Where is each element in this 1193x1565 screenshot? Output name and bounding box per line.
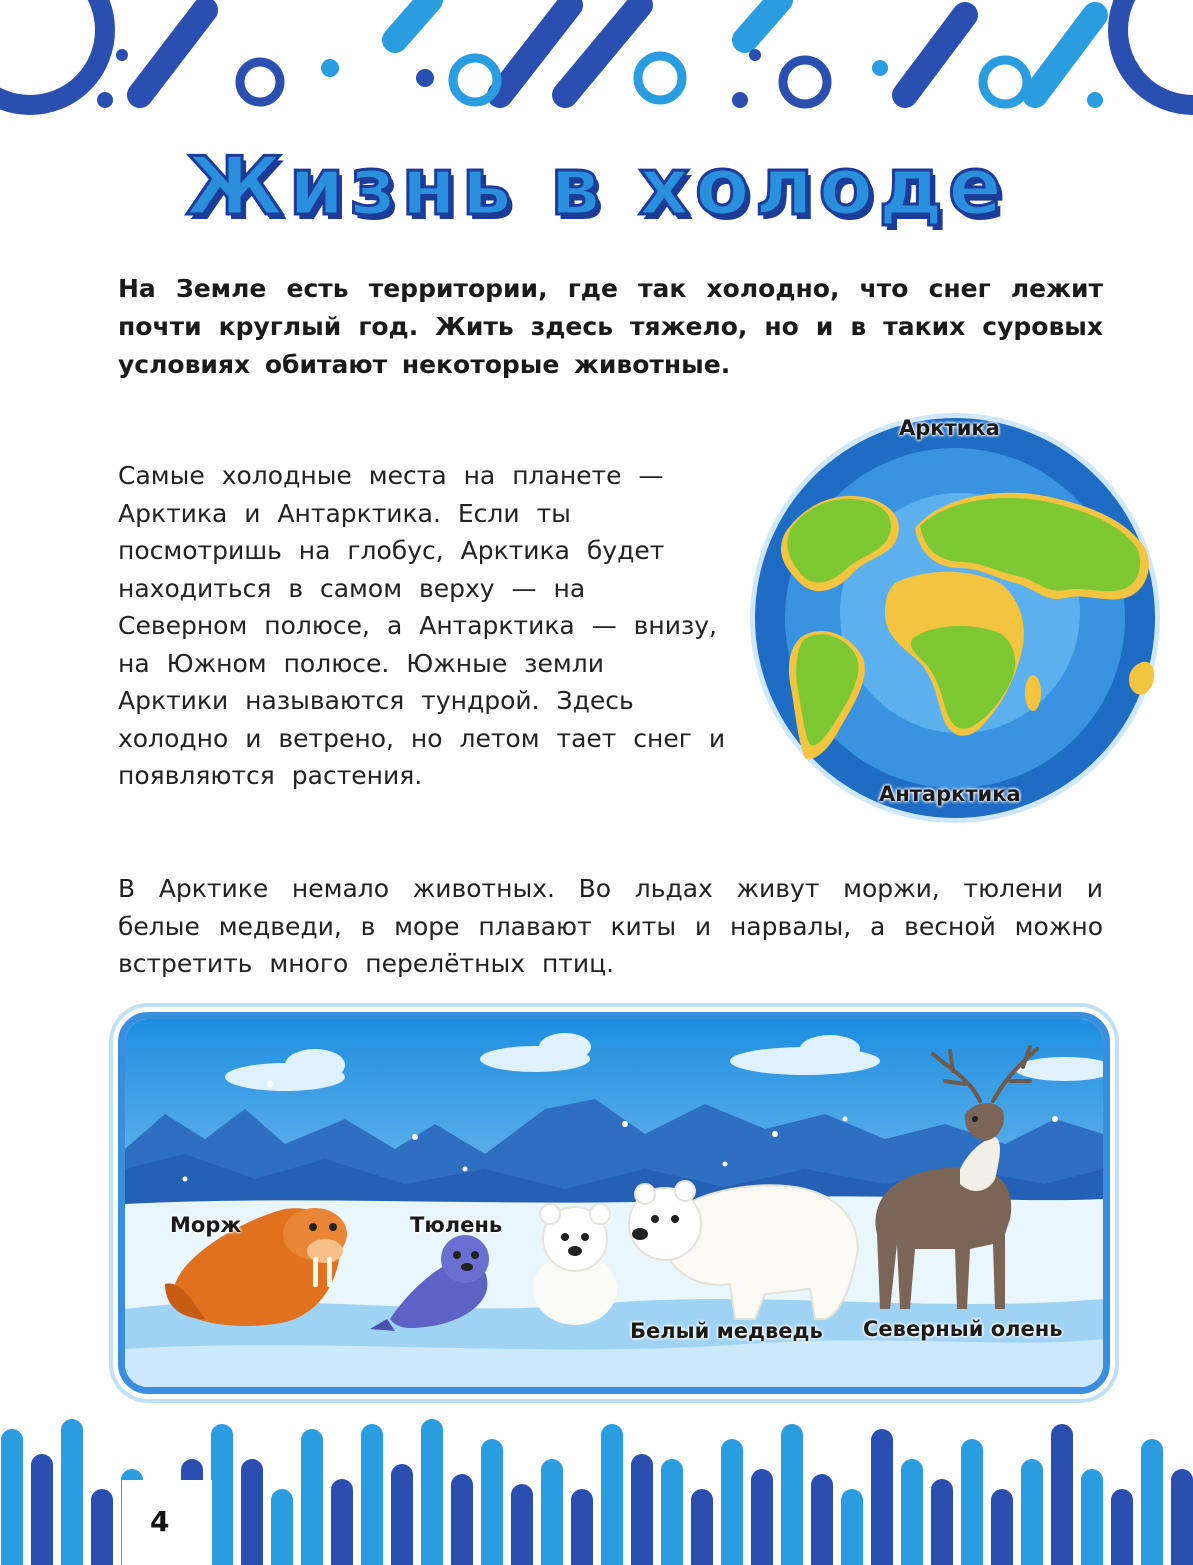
page-number: 4 — [150, 1505, 170, 1538]
antarctic-label: Антарктика — [879, 782, 1021, 806]
arctic-paragraph: В Арктике немало животных. Во льдах живут моржи, тюлени и белые медведи, в море плавают киты и нарвалы, а весной можно встретить много перелётных птиц. — [118, 874, 1103, 978]
globe-image — [745, 408, 1165, 828]
globe-illustration — [745, 408, 1165, 828]
seal-label: Тюлень — [410, 1213, 503, 1237]
intro-paragraph: На Земле есть территории, где так холодно, что снег лежит почти круглый год. Жить здесь тяжело, но и в таких суровых условиях обитают некоторые животные. — [118, 274, 1103, 379]
globe-paragraph: Самые холодные места на планете — Арктика и Антарктика. Если ты посмотришь на глобус, Арктика будет находиться в самом верху — на Северном полюсе, а Антарктика — внизу, на Южном полюсе. Южные земли Арктики называются тундрой. Здесь холодно и ветрено, но летом тает снег и появляются растения. — [118, 461, 726, 790]
page-title: Жизнь в холоде — [185, 140, 1008, 233]
bottom-decoration — [0, 1410, 1193, 1565]
arctic-label: Арктика — [899, 416, 1000, 440]
walrus-label: Морж — [170, 1213, 242, 1237]
polar-bear-label: Белый медведь — [630, 1319, 823, 1343]
arctic-scene — [118, 1012, 1110, 1394]
bear-cub-figure — [533, 1204, 617, 1325]
reindeer-label: Северный олень — [863, 1317, 1063, 1341]
top-decoration — [0, 0, 1193, 130]
